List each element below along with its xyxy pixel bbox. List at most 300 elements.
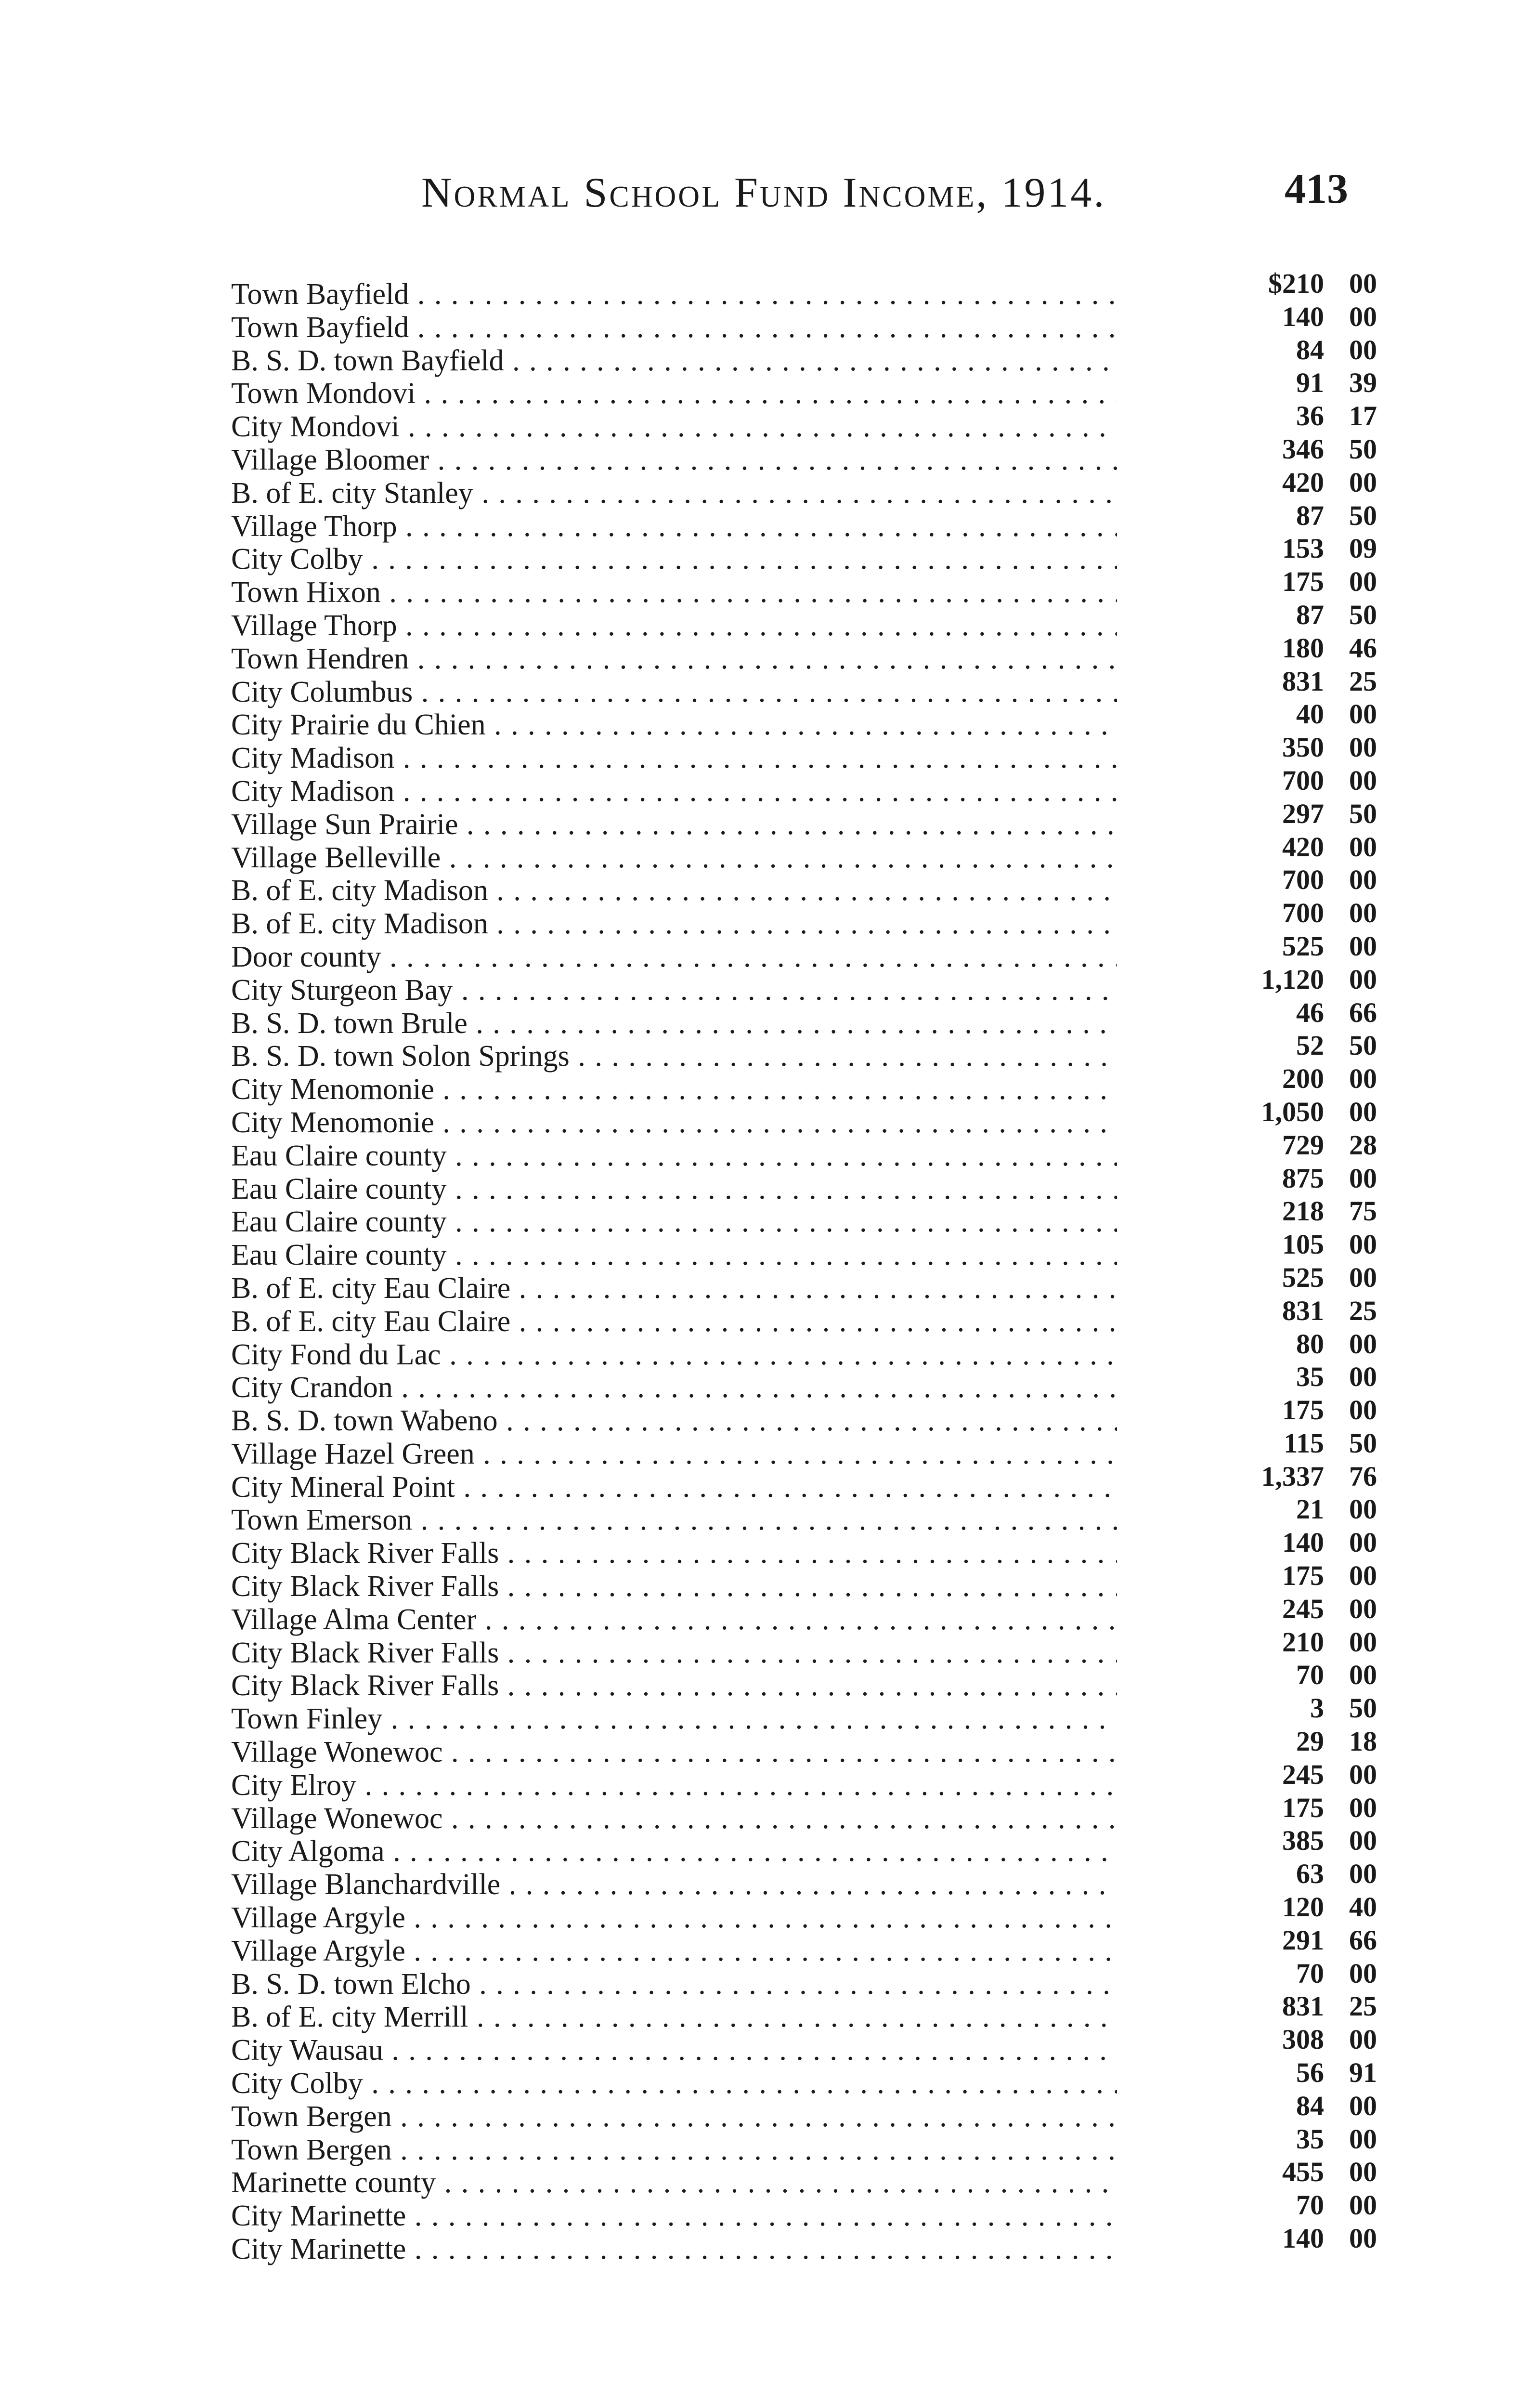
ledger-row <box>231 698 1377 742</box>
amount-dollars: 87 <box>1296 599 1324 630</box>
entry-amount <box>1282 1295 1377 1327</box>
amount-cents: 00 <box>1349 1758 1377 1790</box>
amount-cents: 40 <box>1349 1891 1377 1923</box>
amount-dollars: 346 <box>1282 433 1324 465</box>
ledger-row <box>231 897 1377 941</box>
amount-dollars: 245 <box>1282 1758 1324 1790</box>
amount-cents: 00 <box>1349 566 1377 598</box>
amount-cents: 46 <box>1349 632 1377 664</box>
ledger-row <box>231 433 1377 476</box>
amount-cents: 00 <box>1349 1560 1377 1592</box>
ledger-row <box>231 1692 1377 1736</box>
amount-dollars: 831 <box>1282 1295 1324 1326</box>
entry-amount <box>1296 698 1377 731</box>
amount-dollars: 1,120 <box>1261 963 1324 995</box>
ledger-row <box>231 1990 1377 2034</box>
amount-dollars: 1,337 <box>1261 1460 1324 1492</box>
amount-dollars: 3 <box>1310 1692 1324 1724</box>
entry-amount <box>1296 599 1377 631</box>
amount-dollars: 350 <box>1282 732 1324 763</box>
entry-label: Village Argyle . . . <box>231 1935 1117 1967</box>
amount-cents: 91 <box>1349 2057 1377 2089</box>
amount-dollars: 420 <box>1282 831 1324 863</box>
ledger-row <box>231 1162 1377 1205</box>
entry-amount <box>1282 864 1377 896</box>
entry-amount <box>1282 665 1377 698</box>
amount-dollars: 729 <box>1282 1129 1324 1161</box>
ledger-row <box>231 1460 1377 1504</box>
amount-cents: 00 <box>1349 1261 1377 1293</box>
amount-dollars: 29 <box>1296 1726 1324 1757</box>
entry-amount <box>1282 632 1377 665</box>
amount-cents: 50 <box>1349 1427 1377 1459</box>
entry-label: City Mineral Point . . . <box>231 1471 1117 1504</box>
amount-dollars: 140 <box>1282 1527 1324 1558</box>
amount-dollars: 70 <box>1296 2189 1324 2221</box>
amount-cents: 66 <box>1349 1924 1377 1956</box>
amount-cents: 09 <box>1349 533 1377 564</box>
amount-cents: 00 <box>1349 1361 1377 1393</box>
ledger-row <box>231 1062 1377 1106</box>
ledger-row <box>231 2222 1377 2266</box>
entry-label: Eau Claire county . . . <box>231 1173 1117 1205</box>
ledger-row <box>231 466 1377 510</box>
amount-cents: 00 <box>1349 2223 1377 2254</box>
entry-amount <box>1282 831 1377 864</box>
entry-amount <box>1282 565 1377 598</box>
amount-dollars: 40 <box>1296 698 1324 730</box>
amount-dollars: 831 <box>1282 1990 1324 2022</box>
amount-dollars: 218 <box>1282 1195 1324 1227</box>
amount-cents: 00 <box>1349 764 1377 796</box>
entry-label: B. of E. city Madison . . . <box>231 874 1117 907</box>
ledger-row <box>231 301 1377 344</box>
ledger-row <box>231 565 1377 609</box>
entry-amount <box>1268 267 1377 300</box>
entry-label: Eau Claire county . . . <box>231 1239 1117 1271</box>
ledger-row <box>231 1493 1377 1537</box>
entry-amount <box>1282 1990 1377 2023</box>
amount-cents: 17 <box>1349 400 1377 432</box>
amount-dollars: 105 <box>1282 1229 1324 1260</box>
ledger-row <box>231 798 1377 841</box>
ledger-row <box>231 1957 1377 2001</box>
amount-dollars: 70 <box>1296 1957 1324 1989</box>
ledger-row <box>231 2023 1377 2067</box>
entry-label: City Black River Falls . . . <box>231 1537 1117 1570</box>
entry-label: City Columbus . . . <box>231 676 1117 708</box>
amount-dollars: 56 <box>1296 2057 1324 2089</box>
entry-label: Village Wonewoc . . . <box>231 1736 1117 1768</box>
amount-dollars: 175 <box>1282 1792 1324 1823</box>
amount-cents: 00 <box>1349 1825 1377 1857</box>
entry-label: Town Finley . . . <box>231 1702 1117 1735</box>
entry-label: Village Hazel Green . . . <box>231 1438 1117 1470</box>
entry-label: Village Bloomer . . . <box>231 444 1117 476</box>
amount-cents: 00 <box>1349 2156 1377 2188</box>
entry-amount <box>1282 1195 1377 1228</box>
amount-cents: 00 <box>1349 1328 1377 1360</box>
amount-dollars: 21 <box>1296 1493 1324 1525</box>
entry-label: Eau Claire county . . . <box>231 1139 1117 1172</box>
amount-dollars: 175 <box>1282 1394 1324 1426</box>
entry-label: Marinette county . . . <box>231 2166 1117 2199</box>
entry-amount <box>1282 1891 1377 1924</box>
entry-label: City Colby . . . <box>231 543 1117 576</box>
ledger-row <box>231 334 1377 377</box>
amount-cents: 25 <box>1349 665 1377 697</box>
amount-cents: 00 <box>1349 698 1377 730</box>
entry-label: City Sturgeon Bay . . . <box>231 974 1117 1007</box>
entry-label: City Black River Falls . . . <box>231 1636 1117 1669</box>
entry-amount <box>1296 1659 1377 1691</box>
entry-amount <box>1282 2156 1377 2188</box>
ledger-row <box>231 764 1377 808</box>
amount-cents: 39 <box>1349 367 1377 399</box>
entry-label: City Crandon . . . <box>231 1371 1117 1404</box>
ledger-row <box>231 1659 1377 1702</box>
entry-label: B. S. D. town Elcho . . . <box>231 1968 1117 2001</box>
amount-dollars: 140 <box>1282 301 1324 332</box>
amount-cents: 00 <box>1349 963 1377 995</box>
amount-cents: 66 <box>1349 996 1377 1028</box>
amount-cents: 50 <box>1349 599 1377 630</box>
entry-amount <box>1282 1162 1377 1195</box>
ledger-row <box>231 1328 1377 1371</box>
ledger-row <box>231 599 1377 642</box>
amount-dollars: 210 <box>1282 1626 1324 1658</box>
amount-cents: 00 <box>1349 732 1377 763</box>
amount-cents: 00 <box>1349 1493 1377 1525</box>
entry-label: Town Bergen . . . <box>231 2133 1117 2166</box>
amount-dollars: 46 <box>1296 996 1324 1028</box>
entry-label: Town Bergen . . . <box>231 2100 1117 2133</box>
ledger-row <box>231 930 1377 973</box>
ledger-row <box>231 1858 1377 1901</box>
amount-cents: 00 <box>1349 930 1377 962</box>
entry-amount <box>1296 1957 1377 1990</box>
amount-dollars: 35 <box>1296 1361 1324 1393</box>
entry-amount <box>1282 466 1377 499</box>
entry-label: City Black River Falls . . . <box>231 1669 1117 1702</box>
fund-income-ledger <box>231 267 1377 2266</box>
amount-dollars: 91 <box>1296 367 1324 399</box>
amount-dollars: 200 <box>1282 1063 1324 1095</box>
entry-label: City Colby . . . <box>231 2067 1117 2100</box>
amount-cents: 50 <box>1349 1030 1377 1061</box>
entry-amount <box>1296 1328 1377 1361</box>
entry-amount <box>1284 1427 1377 1460</box>
ledger-row <box>231 1792 1377 1835</box>
ledger-row <box>231 1427 1377 1470</box>
amount-cents: 00 <box>1349 897 1377 929</box>
entry-amount <box>1282 1758 1377 1791</box>
amount-cents: 76 <box>1349 1460 1377 1492</box>
amount-dollars: 87 <box>1296 499 1324 531</box>
entry-amount <box>1282 1062 1377 1095</box>
amount-cents: 00 <box>1349 334 1377 366</box>
ledger-row <box>231 1195 1377 1239</box>
entry-label: Town Mondovi . . . <box>231 377 1117 410</box>
entry-amount <box>1282 798 1377 830</box>
amount-cents: 18 <box>1349 1726 1377 1757</box>
ledger-row <box>231 731 1377 775</box>
ledger-row <box>231 532 1377 576</box>
ledger-row <box>231 1824 1377 1868</box>
amount-cents: 00 <box>1349 2024 1377 2055</box>
entry-label: Village Thorp . . . <box>231 510 1117 543</box>
ledger-row <box>231 400 1377 444</box>
entry-amount <box>1282 1626 1377 1659</box>
ledger-row <box>231 267 1377 311</box>
entry-amount <box>1296 2056 1377 2089</box>
amount-dollars: 36 <box>1296 400 1324 432</box>
entry-label: B. of E. city Merrill . . . <box>231 2001 1117 2033</box>
amount-dollars: 175 <box>1282 1560 1324 1592</box>
entry-label: Village Alma Center . . . <box>231 1603 1117 1636</box>
amount-dollars: 84 <box>1296 334 1324 366</box>
entry-label: City Mondovi . . . <box>231 410 1117 443</box>
entry-amount <box>1296 366 1377 399</box>
amount-cents: 50 <box>1349 798 1377 829</box>
ledger-row <box>231 1096 1377 1139</box>
amount-dollars: 120 <box>1282 1891 1324 1923</box>
entry-label: B. S. D. town Bayfield . . . <box>231 344 1117 377</box>
ledger-row <box>231 1029 1377 1073</box>
entry-label: B. S. D. town Solon Springs . . . <box>231 1040 1117 1073</box>
entry-amount <box>1261 963 1377 996</box>
entry-amount <box>1282 433 1377 466</box>
entry-amount <box>1296 1858 1377 1890</box>
amount-dollars: 831 <box>1282 665 1324 697</box>
entry-label: B. S. D. town Wabeno . . . <box>231 1404 1117 1437</box>
amount-cents: 00 <box>1349 1858 1377 1890</box>
amount-dollars: 84 <box>1296 2090 1324 2121</box>
entry-amount <box>1296 996 1377 1029</box>
entry-label: City Prairie du Chien . . . <box>231 708 1117 741</box>
entry-label: City Menomonie . . . <box>231 1073 1117 1106</box>
ledger-row <box>231 996 1377 1040</box>
amount-dollars: $210 <box>1268 268 1324 299</box>
amount-cents: 00 <box>1349 268 1377 299</box>
amount-cents: 00 <box>1349 1063 1377 1095</box>
amount-dollars: 700 <box>1282 897 1324 929</box>
amount-cents: 00 <box>1349 1792 1377 1823</box>
amount-cents: 00 <box>1349 2123 1377 2155</box>
amount-cents: 28 <box>1349 1129 1377 1161</box>
amount-dollars: 875 <box>1282 1162 1324 1194</box>
entry-label: City Menomonie . . . <box>231 1106 1117 1139</box>
entry-label: Eau Claire county . . . <box>231 1205 1117 1238</box>
ledger-row <box>231 1626 1377 1669</box>
ledger-row <box>231 1361 1377 1404</box>
entry-label: B. S. D. town Brule . . . <box>231 1007 1117 1040</box>
entry-amount <box>1310 1692 1377 1725</box>
amount-dollars: 52 <box>1296 1030 1324 1061</box>
entry-amount <box>1282 1261 1377 1294</box>
amount-cents: 00 <box>1349 1626 1377 1658</box>
entry-label: City Wausau . . . <box>231 2034 1117 2067</box>
amount-dollars: 291 <box>1282 1924 1324 1956</box>
entry-amount <box>1282 764 1377 797</box>
entry-amount <box>1282 1792 1377 1824</box>
entry-label: City Algoma . . . <box>231 1835 1117 1868</box>
amount-dollars: 35 <box>1296 2123 1324 2155</box>
amount-dollars: 700 <box>1282 864 1324 896</box>
amount-dollars: 308 <box>1282 2024 1324 2055</box>
amount-cents: 75 <box>1349 1195 1377 1227</box>
ledger-row <box>231 2189 1377 2233</box>
amount-dollars: 140 <box>1282 2223 1324 2254</box>
ledger-row <box>231 1129 1377 1172</box>
ledger-row <box>231 1593 1377 1636</box>
entry-label: Village Belleville . . . <box>231 841 1117 874</box>
entry-amount <box>1282 1559 1377 1592</box>
entry-label: City Elroy . . . <box>231 1769 1117 1802</box>
entry-label: B. of E. city Madison . . . <box>231 907 1117 940</box>
amount-dollars: 297 <box>1282 798 1324 829</box>
amount-cents: 00 <box>1349 1096 1377 1127</box>
ledger-row <box>231 2156 1377 2199</box>
entry-label: Town Hixon . . . <box>231 576 1117 609</box>
ledger-row <box>231 665 1377 708</box>
entry-amount <box>1296 2189 1377 2222</box>
entry-label: Door county . . . <box>231 941 1117 973</box>
amount-cents: 00 <box>1349 2090 1377 2121</box>
amount-cents: 00 <box>1349 1394 1377 1426</box>
entry-amount <box>1296 334 1377 366</box>
amount-dollars: 700 <box>1282 764 1324 796</box>
amount-cents: 00 <box>1349 864 1377 896</box>
entry-label: B. of E. city Eau Claire . . . <box>231 1305 1117 1338</box>
entry-label: Village Wonewoc . . . <box>231 1802 1117 1835</box>
entry-amount <box>1282 1129 1377 1162</box>
entry-amount <box>1282 301 1377 333</box>
entry-amount <box>1282 1924 1377 1957</box>
amount-dollars: 175 <box>1282 566 1324 598</box>
ledger-row <box>231 1758 1377 1802</box>
entry-amount <box>1296 1029 1377 1062</box>
entry-amount <box>1296 400 1377 432</box>
entry-label: City Marinette . . . <box>231 2233 1117 2265</box>
entry-label: Village Blanchardville . . . <box>231 1868 1117 1901</box>
entry-amount <box>1296 499 1377 532</box>
ledger-row <box>231 1295 1377 1338</box>
entry-label: Town Bayfield . . . <box>231 311 1117 344</box>
entry-label: Town Bayfield . . . <box>231 278 1117 311</box>
entry-amount <box>1282 1593 1377 1625</box>
ledger-row <box>231 2123 1377 2166</box>
entry-label: City Black River Falls . . . <box>231 1570 1117 1603</box>
amount-dollars: 525 <box>1282 930 1324 962</box>
ledger-row <box>231 2056 1377 2100</box>
ledger-row <box>231 1261 1377 1305</box>
amount-cents: 00 <box>1349 1957 1377 1989</box>
entry-label: City Fond du Lac . . . <box>231 1338 1117 1371</box>
amount-cents: 50 <box>1349 1692 1377 1724</box>
ledger-row <box>231 864 1377 907</box>
entry-label: Town Hendren . . . <box>231 642 1117 675</box>
amount-cents: 00 <box>1349 2189 1377 2221</box>
page-number: 413 <box>1285 166 1348 212</box>
amount-dollars: 70 <box>1296 1659 1324 1691</box>
entry-amount <box>1296 2090 1377 2122</box>
amount-dollars: 525 <box>1282 1261 1324 1293</box>
entry-label: Village Sun Prairie . . . <box>231 808 1117 841</box>
entry-label: City Madison . . . <box>231 775 1117 808</box>
entry-label: Village Thorp . . . <box>231 609 1117 642</box>
amount-dollars: 115 <box>1284 1427 1324 1459</box>
amount-dollars: 153 <box>1282 533 1324 564</box>
entry-amount <box>1296 1361 1377 1393</box>
entry-label: B. of E. city Eau Claire . . . <box>231 1272 1117 1305</box>
entry-amount <box>1261 1096 1377 1128</box>
entry-amount <box>1296 2123 1377 2156</box>
page-header <box>0 166 1533 222</box>
amount-dollars: 455 <box>1282 2156 1324 2188</box>
ledger-row <box>231 1526 1377 1570</box>
entry-amount <box>1282 897 1377 929</box>
entry-label: B. of E. city Stanley . . . <box>231 477 1117 510</box>
entry-amount <box>1282 930 1377 963</box>
amount-cents: 00 <box>1349 1593 1377 1624</box>
entry-amount <box>1296 1725 1377 1758</box>
ledger-row <box>231 1228 1377 1272</box>
amount-cents: 00 <box>1349 301 1377 332</box>
entry-amount <box>1282 1526 1377 1559</box>
entry-label: Village Argyle . . . <box>231 1901 1117 1934</box>
amount-dollars: 80 <box>1296 1328 1324 1360</box>
ledger-row <box>231 632 1377 675</box>
ledger-row <box>231 366 1377 410</box>
amount-cents: 00 <box>1349 1659 1377 1691</box>
ledger-row <box>231 831 1377 874</box>
ledger-row <box>231 1924 1377 1967</box>
amount-cents: 00 <box>1349 831 1377 863</box>
entry-label: City Marinette . . . <box>231 2199 1117 2232</box>
amount-cents: 25 <box>1349 1990 1377 2022</box>
ledger-row <box>231 1725 1377 1769</box>
entry-amount <box>1261 1460 1377 1493</box>
entry-amount <box>1296 1493 1377 1526</box>
ledger-row <box>231 1559 1377 1603</box>
amount-dollars: 63 <box>1296 1858 1324 1890</box>
amount-dollars: 180 <box>1282 632 1324 664</box>
amount-dollars: 385 <box>1282 1825 1324 1857</box>
amount-cents: 50 <box>1349 433 1377 465</box>
amount-cents: 00 <box>1349 1162 1377 1194</box>
entry-amount <box>1282 731 1377 764</box>
amount-cents: 00 <box>1349 1229 1377 1260</box>
amount-dollars: 420 <box>1282 466 1324 498</box>
ledger-row <box>231 499 1377 543</box>
amount-dollars: 1,050 <box>1261 1096 1324 1127</box>
entry-amount <box>1282 1824 1377 1857</box>
ledger-row <box>231 1891 1377 1935</box>
amount-dollars: 245 <box>1282 1593 1324 1624</box>
entry-amount <box>1282 2023 1377 2056</box>
amount-cents: 50 <box>1349 499 1377 531</box>
entry-amount <box>1282 1228 1377 1261</box>
entry-amount <box>1282 1394 1377 1426</box>
ledger-row <box>231 963 1377 1007</box>
amount-cents: 25 <box>1349 1295 1377 1326</box>
entry-label: Town Emerson . . . <box>231 1504 1117 1536</box>
ledger-row <box>231 2090 1377 2133</box>
ledger-row <box>231 1394 1377 1438</box>
entry-label: City Madison . . . <box>231 742 1117 774</box>
entry-amount <box>1282 532 1377 565</box>
